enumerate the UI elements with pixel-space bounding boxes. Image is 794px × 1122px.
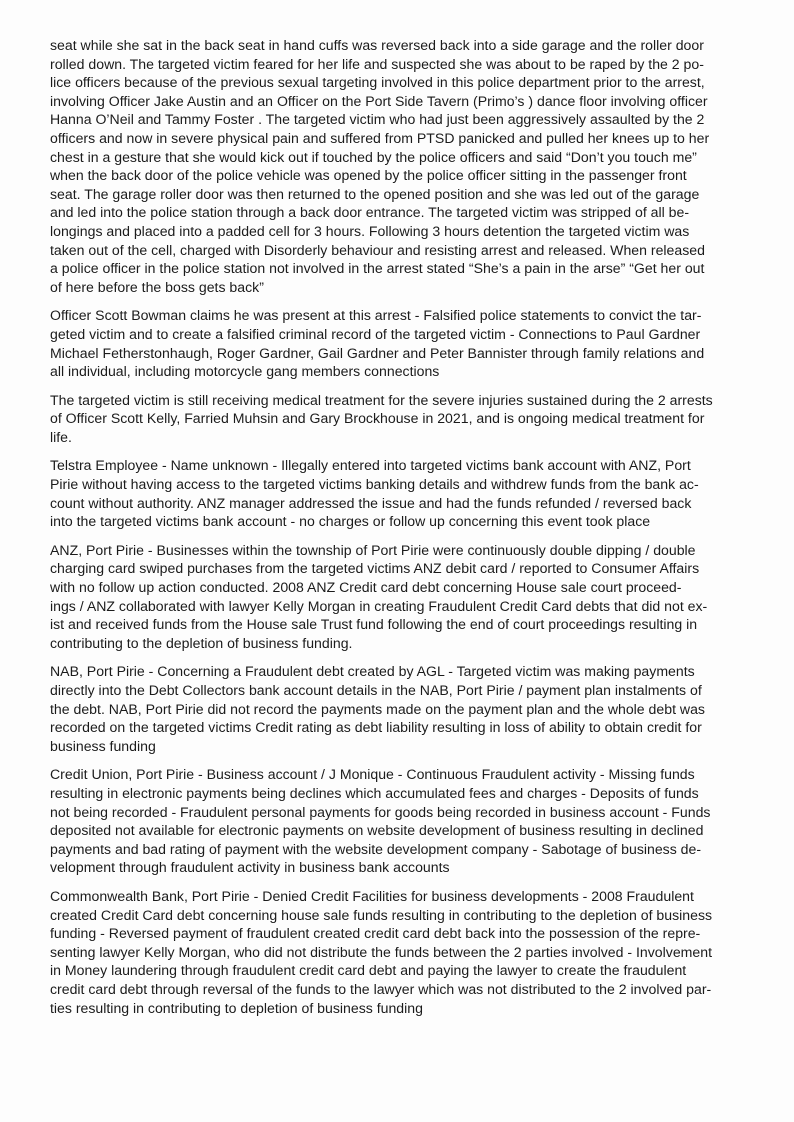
paragraph-medical-treatment: The targeted victim is still receiving medical treatment for the severe injuries sustained during the 2 arrests of Officer Scott Kelly, Farried Muhsin and Gary Brockhouse in 2021, and is ongoing medical treatment for life. (50, 391, 713, 445)
paragraph-credit-union: Credit Union, Port Pirie - Business account / J Monique - Continuous Fraudulent activity - Missing funds resulting in electronic payments being declines which accumulated fees and charges - Deposits of funds not being recorded - Fraudulent personal payments for goods being recorded in business account - Funds deposited not available for electronic payments on website development of business resulting in declined payments and bad rating of payment with the website development company - Sabotage of business de- velopment through fraudulent activity in business bank accounts (50, 766, 711, 876)
paragraph-officer-bowman: Officer Scott Bowman claims he was present at this arrest - Falsified police statements to convict the tar- geted victim and to create a falsified criminal record of the targeted victim - Connections to Paul Gardner Michael Fetherstonhaugh, Roger Gardner, Gail Gardner and Peter Bannister through family relations and all individual, including motorcycle gang members connections (50, 307, 705, 380)
paragraph-commonwealth-bank: Commonwealth Bank, Port Pirie - Denied Credit Facilities for business developments - 2008 Fraudulent created Credit Card debt concerning house sale funds resulting in contributing to the depletion of business funding - Reversed payment of fraudulent created credit card debt back into the possession of the repre- senting lawyer Kelly Morgan, who did not distribute the funds between the 2 parties involved - Involvement in Money laundering through fraudulent credit card debt and paying the lawyer to create the fraudulent credit card debt through reversal of the funds to the lawyer which was not distributed to the 2 involved par- ties resulting in contributing to depletion of business funding (50, 887, 713, 1016)
document-body (50, 36, 748, 1027)
paragraph-anz: ANZ, Port Pirie - Businesses within the township of Port Pirie were continuously double dipping / double charging card swiped purchases from the targeted victims ANZ debit card / reported to Consumer Affairs with no follow up action conducted. 2008 ANZ Credit card debt concerning House sale court proceed- ings / ANZ collaborated with lawyer Kelly Morgan in creating Fraudulent Credit Card debts that did not ex- ist and received funds from the House sale Trust fund following the end of court proceedings resulting in contributing to the depletion of business funding. (50, 541, 708, 651)
paragraph-arrest-account: seat while she sat in the back seat in hand cuffs was reversed back into a side garage and the roller door rolled down. The targeted victim feared for her life and suspected she was about to be raped by the 2 po- lice officers because of the previous sexual targeting involved in this police department prior to the arrest, involving Officer Jake Austin and an Officer on the Port Side Tavern (Primo’s ) dance floor involving officer Hanna O’Neil and Tammy Foster . The targeted victim who had just been aggressively assaulted by the 2 officers and now in severe physical pain and suffered from PTSD panicked and pulled her knees up to her chest in a gesture that she would kick out if touched by the police officers and said “Don’t you touch me” when the back door of the police vehicle was opened by the police officer sitting in the passenger front seat. The garage roller door was then returned to the opened position and she was led out of the garage and led into the police station through a back door entrance. The targeted victim was stripped of all be- longings and placed into a padded cell for 3 hours. Following 3 hours detention the targeted victim was taken out of the cell, charged with Disorderly behaviour and resisting arrest and released. When released a police officer in the police station not involved in the arrest stated “She’s a pain in the arse” “Get her out of here before the boss gets back” (50, 37, 710, 295)
paragraph-nab: NAB, Port Pirie - Concerning a Fraudulent debt created by AGL - Targeted victim was making payments directly into the Debt Collectors bank account details in the NAB, Port Pirie / payment plan instalments of the debt. NAB, Port Pirie did not record the payments made on the payment plan and the whole debt was recorded on the targeted victims Credit rating as debt liability resulting in loss of ability to obtain credit for business funding (50, 663, 705, 754)
paragraph-telstra-employee: Telstra Employee - Name unknown - Illegally entered into targeted victims bank account with ANZ, Port Pirie without having access to the targeted victims banking details and withdrew funds from the bank ac- count without authority. ANZ manager addressed the issue and had the funds refunded / reversed back into the targeted victims bank account - no charges or follow up concerning this event took place (50, 457, 699, 530)
